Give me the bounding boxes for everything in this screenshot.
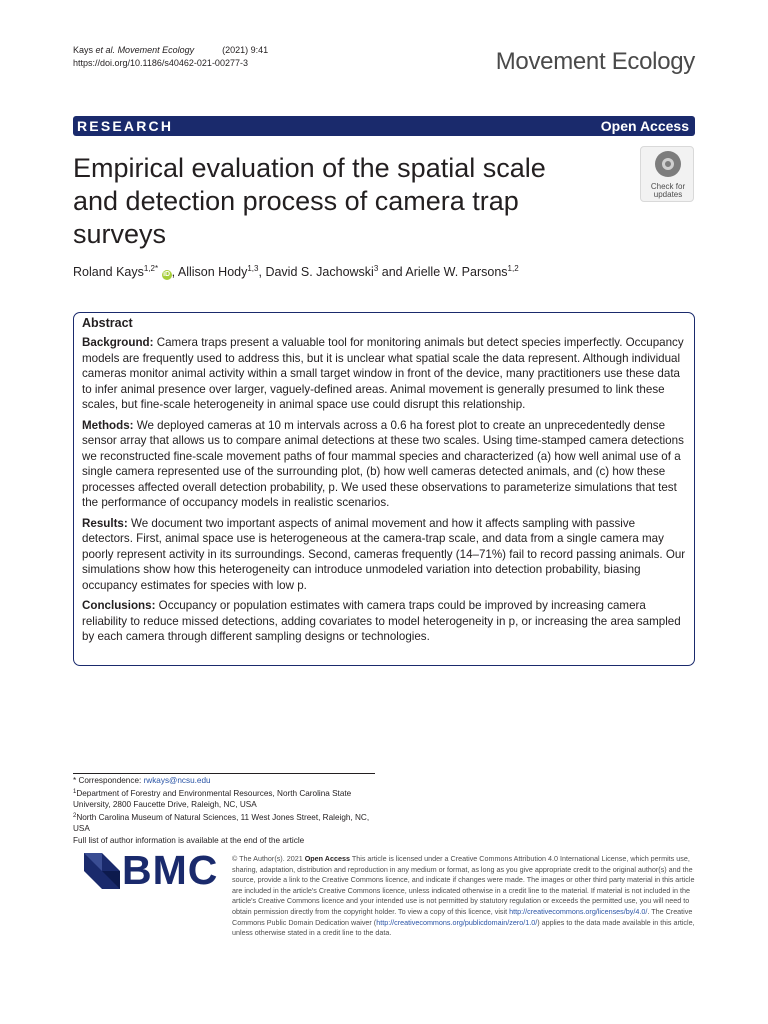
bmc-logo-text: BMC — [122, 847, 219, 893]
author-affiliation: 3 — [373, 264, 379, 273]
cite-authors: Kays — [73, 45, 94, 55]
author-name[interactable]: Allison Hody — [177, 265, 248, 279]
full-author-info-note: Full list of author information is available at the end of the article — [73, 835, 305, 845]
affiliation-1: $^1$Department of Forestry and Environmental Resources, North Carolina State University, 2800 Faucette Drive, Raleigh, NC, USA — [73, 788, 352, 810]
license-link-by[interactable]: http://creativecommons.org/licenses/by/4.0/ — [509, 906, 648, 916]
license-text: © The Author(s). 2021 Open Access This article is licensed under a Creative Commons Attribution 4.0 International License, which permits use, sharing, adaptation, distribution and reproduction in any medium or format, as long as you give appropriate credit to the original author(s) and the source, provide a link to the Creative Commons licence, and indicate if changes were made. The images or other third party material in this article are included in the article's Creative Commons licence, unless indicated otherwise in a credit line to the material. If material is not included in the article's Creative Commons licence and your intended use is not permitted by statutory regulation or exceeds the permitted use, you will need to obtain permission directly from the copyright holder. To view a copy of this licence, visit http://creativecommons.org/licenses/by/4.0/. The Creative Commons Public Domain Dedication waiver (http://creativecommons.org/publicdomain/zero/1.0/) applies to the data made available in this article, unless otherwise stated in a credit line to the data. — [232, 854, 695, 938]
orcid-icon[interactable]: iD — [163, 271, 171, 278]
correspondence: * Correspondence: rwkays@ncsu.edu — [73, 776, 211, 785]
cite-year-vol: (2021) 9:41 — [222, 45, 269, 55]
citation-line — [73, 44, 268, 57]
author-affiliation: 1,2* — [143, 264, 159, 273]
license-link-zero[interactable]: http://creativecommons.org/publicdomain/zero/1.0/ — [376, 917, 538, 927]
bmc-logo — [84, 847, 219, 893]
footnote-divider — [73, 773, 375, 774]
email-link[interactable]: rwkays@ncsu.edu — [143, 776, 211, 785]
open-access-label: Open Access — [600, 118, 689, 134]
section-bar — [73, 116, 695, 136]
abstract-results: Results: We document two important aspects of animal movement and how it affects sampling with passive detectors. First, animal space use is heterogeneous at the camera-trap scale, and data from a single camera may poorly represent activity in its surroundings. Second, cameras frequently (14–71%) fail to record passing animals. Our simulations show how this heterogeneity can introduce unmodeled variation into detection probability, biasing occupancy estimates for species with low p. — [82, 516, 686, 592]
abstract-heading: Abstract — [82, 316, 133, 330]
author-name[interactable]: Arielle W. Parsons — [405, 265, 508, 279]
author-name[interactable]: David S. Jachowski — [265, 265, 374, 279]
check-updates-line1: Check for — [650, 182, 686, 191]
license-open-access: Open Access — [304, 854, 350, 863]
footnotes — [73, 775, 377, 847]
author-affiliation: 1,2 — [507, 264, 519, 273]
check-updates-line2: updates — [653, 190, 683, 199]
author-list: Roland Kays$^{1,2*}$ iD , Allison Hody$^{1,3}$, David S. Jachowski$^3$ and Arielle W. Parsons$^{1,2}$ — [73, 264, 519, 279]
cite-journal: Movement Ecology — [117, 45, 195, 55]
author-name[interactable]: Roland Kays — [73, 265, 144, 279]
citation-block — [73, 44, 268, 70]
abstract-conclusions: Conclusions: Occupancy or population estimates with camera traps could be improved by increasing camera reliability to reduce missed detections, adding covariates to model heterogeneity in p, or increasing the area sampled by each camera through different sampling designs or technologies. — [82, 599, 681, 643]
doi-link[interactable]: https://doi.org/10.1186/s40462-021-00277-3 — [73, 58, 248, 68]
check-updates-icon — [655, 151, 681, 177]
abstract-background: Background: Camera traps present a valuable tool for monitoring animals but detect species imperfectly. Occupancy models are frequently used to address this, but it is unclear what spatial scale the data represent. Although individual cameras monitor animal activity within a small target window in front of the device, many practitioners use these data to infer animal presence over larger, vaguely-defined areas. Animal movement is generally presumed to link these scales, but fine-scale heterogeneity in animal space use could disrupt this relationship. — [82, 336, 684, 411]
bmc-logo-icon — [84, 853, 120, 889]
check-for-updates-badge[interactable] — [640, 146, 694, 202]
journal-brand[interactable]: Movement Ecology — [495, 48, 695, 75]
abstract-box — [73, 312, 695, 666]
affiliation-2: $^2$North Carolina Museum of Natural Sciences, 11 West Jones Street, Raleigh, NC, USA — [73, 812, 370, 834]
abstract-methods: Methods: We deployed cameras at 10 m intervals across a 0.6 ha forest plot to create an unprecedentedly dense sensor array that allows us to compare animal detections at these two scales. Using time-stamped camera detections we reconstructed fine-scale movement paths of four mammal species and characterized (a) how well animal use of a single camera represented use of the surrounding plot, (b) how well cameras detected animals, and (c) how these processes affected overall detection probability, p. We used these observations to parameterize simulations that test the performance of occupancy models in realistic scenarios. — [82, 418, 684, 509]
section-label: RESEARCH — [77, 118, 174, 134]
cite-etal: et al. — [95, 45, 116, 55]
article-title: Empirical evaluation of the spatial scale and detection process of camera trap surveys — [73, 153, 546, 249]
author-affiliation: 1,3 — [247, 264, 259, 273]
